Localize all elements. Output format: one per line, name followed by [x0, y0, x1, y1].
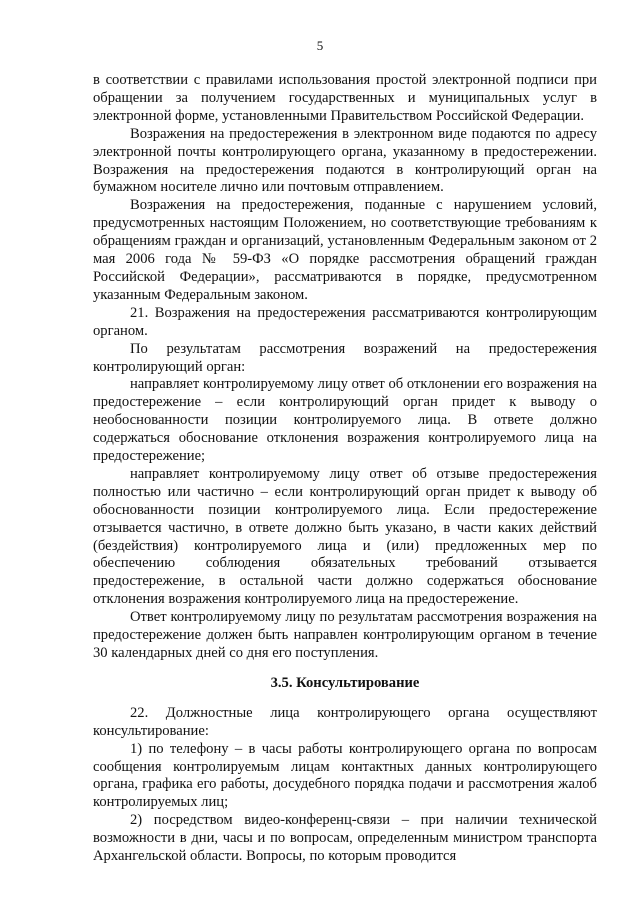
paragraph-withdrawal-answer: направляет контролируемому лицу ответ об отзыве предостережения полностью или частично – если контролирующий орган придет к выводу об обоснованности позиции контролируемого лица. Если предостережение отзывается частично, в ответе должно быть указано, в части каких действий (бездействия) контролируемого лица и (или) предложенных мер по обеспечению соблюдения обязательных требований отзывается предостережение, в остальной части должно содержаться обоснование отклонения возражения контролируемого лица на предостережение.: [93, 465, 597, 608]
paragraph-objections-violation: Возражения на предостережения, поданные с нарушением условий, предусмотренных настоящим Положением, но соответствующие требованиям к обращениям граждан и организаций, установленным Федеральным законом от 2 мая 2006 года № 59-ФЗ «О порядке рассмотрения обращений граждан Российской Федерации», рассматриваются в порядке, предусмотренном указанным Федеральным законом.: [93, 197, 597, 303]
paragraph-item-22: 22. Должностные лица контролирующего органа осуществляют консультирование:: [93, 704, 597, 739]
document-body: [93, 72, 597, 866]
paragraph-objections-electronic: Возражения на предостережения в электронном виде подаются по адресу электронной почты контролирующего органа, указанному в предостережении. Возражения на предостережения подаются в контролирующий орган на бумажном носителе лично или почтовым отправлением.: [93, 125, 597, 196]
section-heading: 3.5. Консультирование: [270, 674, 420, 691]
paragraph-item-21: 21. Возражения на предостережения рассматриваются контролирующим органом.: [93, 304, 597, 339]
page-number: 5: [316, 38, 324, 53]
paragraph-consult-phone: 1) по телефону – в часы работы контролирующего органа по вопросам сообщения контролируемым лицам контактных данных контролирующего органа, графика его работы, досудебного порядка подачи и рассмотрения жалоб контролируемых лиц;: [93, 740, 597, 811]
paragraph-consult-video: 2) посредством видео-конференц-связи – при наличии технической возможности в дни, часы и по вопросам, определенным министром транспорта Архангельской области. Вопросы, по которым проводится: [93, 812, 597, 865]
paragraph-rejection-answer: направляет контролируемому лицу ответ об отклонении его возражения на предостережение – если контролирующий орган придет к выводу о необоснованности позиции контролируемого лица. В ответе должно содержаться обоснование отклонения возражения контролируемого лица на предостережение;: [93, 376, 597, 465]
paragraph-review-results: По результатам рассмотрения возражений на предостережения контролирующий орган:: [93, 340, 597, 375]
paragraph-answer-deadline: Ответ контролируемому лицу по результатам рассмотрения возражения на предостережение должен быть направлен контролирующим органом в течение 30 календарных дней со дня его поступления.: [93, 609, 597, 661]
paragraph-continuation: в соответствии с правилами использования простой электронной подписи при обращении за получением государственных и муниципальных услуг в электронной форме, установленными Правительством Российской Федерации.: [93, 72, 597, 124]
